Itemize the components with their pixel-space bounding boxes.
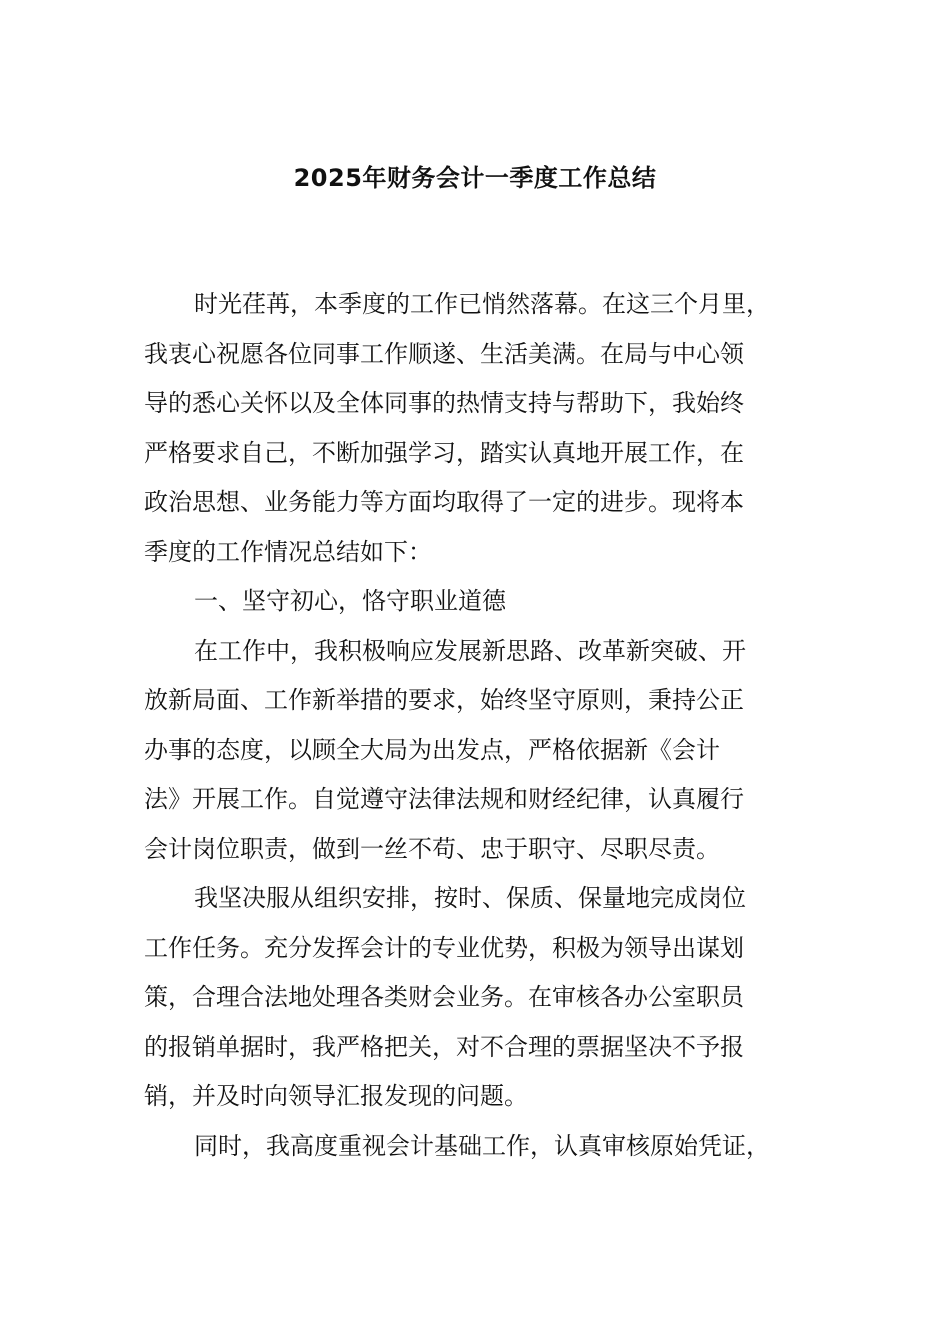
text-line: 策，合理合法地处理各类财会业务。在审核各办公室职员: [144, 983, 744, 1011]
text-line: 办事的态度，以顾全大局为出发点，严格依据新《会计: [144, 735, 720, 764]
text-line: 在工作中，我积极响应发展新思路、改革新突破、开: [194, 636, 746, 665]
text-line: 销，并及时向领导汇报发现的问题。: [144, 1082, 528, 1110]
text-line: 我衷心祝愿各位同事工作顺遂、生活美满。在局与中心领: [144, 339, 744, 368]
text-line: 季度的工作情况总结如下：: [144, 537, 432, 566]
text-line: 放新局面、工作新举措的要求，始终坚守原则，秉持公正: [144, 686, 744, 714]
text-line: 时光荏苒，本季度的工作已悄然落幕。在这三个月里，: [194, 290, 770, 318]
document-title: 2025年财务会计一季度工作总结: [293, 164, 657, 192]
text-line: 一、坚守初心，恪守职业道德: [194, 587, 506, 615]
text-line: 严格要求自己，不断加强学习，踏实认真地开展工作，在: [144, 438, 744, 467]
text-line: 同时，我高度重视会计基础工作，认真审核原始凭证，: [194, 1131, 770, 1160]
text-line: 会计岗位职责，做到一丝不苟、忠于职守、尽职尽责。: [144, 834, 720, 863]
text-line: 我坚决服从组织安排，按时、保质、保量地完成岗位: [194, 884, 746, 912]
text-line: 政治思想、业务能力等方面均取得了一定的进步。现将本: [144, 488, 744, 516]
text-line: 的报销单据时，我严格把关，对不合理的票据坚决不予报: [144, 1032, 744, 1061]
text-line: 法》开展工作。自觉遵守法律法规和财经纪律，认真履行: [144, 785, 744, 813]
text-line: 导的悉心关怀以及全体同事的热情支持与帮助下，我始终: [144, 389, 744, 417]
document-body: [144, 280, 824, 1171]
text-line: 工作任务。充分发挥会计的专业优势，积极为领导出谋划: [144, 933, 744, 962]
